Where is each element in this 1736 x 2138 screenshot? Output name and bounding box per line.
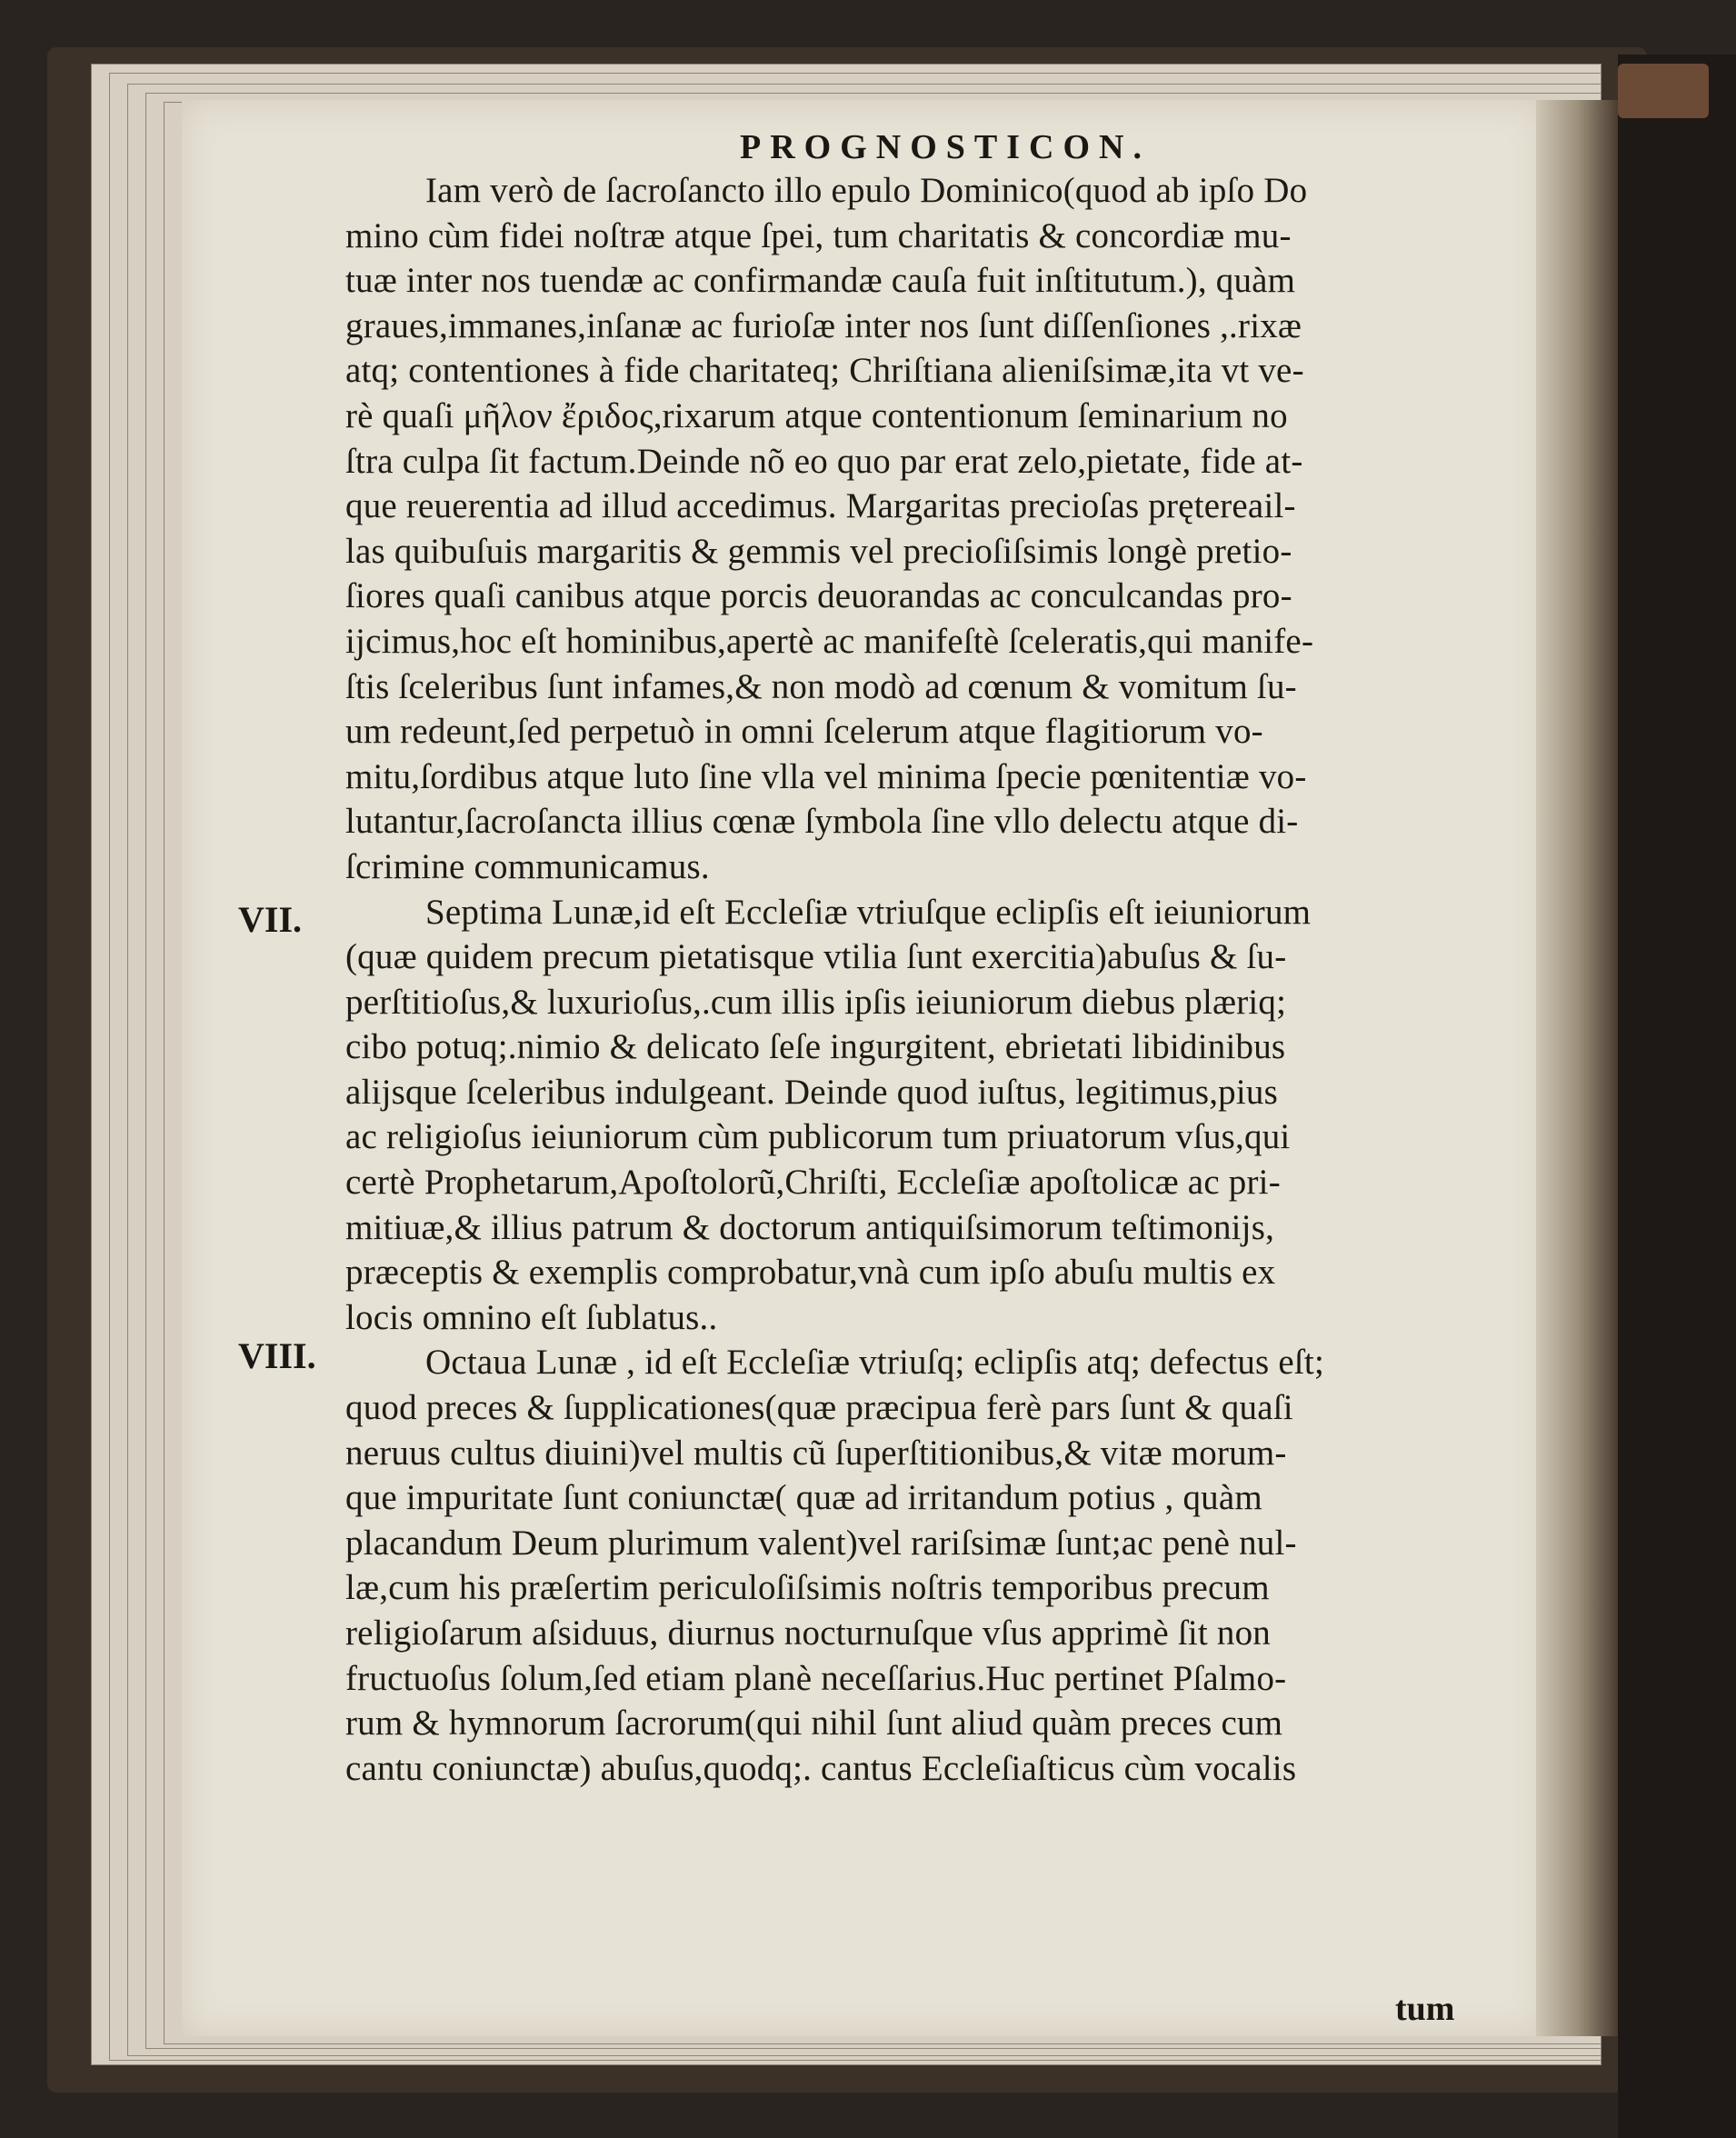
text-line: lutantur,ſacroſancta illius cœnæ ſymbola ſine vllo delectu atque di- — [345, 802, 1299, 842]
paragraph-eucharist — [345, 168, 1472, 890]
text-line: certè Prophetarum,Apoſtolorũ,Chriſti, Eccleſiæ apoſtolicæ ac pri- — [345, 1163, 1281, 1203]
text-line: ſiores quaſi canibus atque porcis deuorandas ac conculcandas pro- — [345, 576, 1292, 616]
paragraph-octaua — [345, 1340, 1472, 1791]
text-line: um redeunt,ſed perpetuò in omni ſcelerum atque flagitiorum vo- — [345, 712, 1263, 752]
text-line: tuæ inter nos tuendæ ac confirmandæ cauſa fuit inſtitutum.), quàm — [345, 261, 1296, 301]
text-line: læ,cum his præſertim periculoſiſsimis noſtris temporibus precum — [345, 1568, 1270, 1608]
section-marker-viii: VIII. — [238, 1335, 316, 1376]
text-line: ſcrimine communicamus. — [345, 846, 710, 886]
text-line: rè quaſi μῆλον ἔριδος,rixarum atque contentionum ſeminarium no — [345, 395, 1288, 435]
text-line: graues,immanes,inſanæ ac furioſæ inter nos ſunt diſſenſiones ,.rixæ — [345, 305, 1302, 345]
text-line: mitiuæ,& illius patrum & doctorum antiquiſsimorum teſtimonijs, — [345, 1207, 1275, 1247]
text-line: rum & hymnorum ſacrorum(qui nihil ſunt aliud quàm preces cum — [345, 1703, 1283, 1743]
text-line: alijsque ſceleribus indulgeant. Deinde quod iuſtus, legitimus,pius — [345, 1072, 1278, 1112]
text-line: locis omnino eſt ſublatus.. — [345, 1297, 718, 1337]
text-line: Septima Lunæ,id eſt Eccleſiæ vtriuſque eclipſis eſt ieiuniorum — [425, 892, 1312, 932]
text-line: cibo potuq;.nimio & delicato ſeſe ingurgitent, ebrietati libidinibus — [345, 1027, 1286, 1067]
text-line: neruus cultus diuini)vel multis cũ ſuperſtitionibus,& vitæ morum- — [345, 1433, 1287, 1473]
text-line: ac religioſus ieiuniorum cùm publicorum tum priuatorum vſus,qui — [345, 1117, 1291, 1157]
text-line: atq; contentiones à fide charitateq; Chriſtiana alieniſsimæ,ita vt ve- — [345, 351, 1304, 391]
page-gutter — [1536, 100, 1618, 2036]
text-line: placandum Deum plurimum valent)vel rariſsimæ ſunt;ac penè nul- — [345, 1523, 1297, 1563]
text-line: Octaua Lunæ , id eſt Eccleſiæ vtriuſq; eclipſis atq; defectus eſt; — [425, 1343, 1324, 1383]
catchword: tum — [1395, 1990, 1455, 2028]
text-line: ſtis ſceleribus ſunt infames,& non modò ad cœnum & vomitum ſu- — [345, 666, 1297, 706]
text-line: (quæ quidem precum pietatisque vtilia ſunt exercitia)abuſus & ſu- — [345, 937, 1287, 977]
text-line: que impuritate ſunt coniunctæ( quæ ad irritandum potius , quàm — [345, 1478, 1262, 1518]
text-line: perſtitioſus,& luxurioſus,.cum illis ipſis ieiuniorum diebus plæriq; — [345, 982, 1287, 1022]
text-line: ſtra culpa ſit factum.Deinde nõ eo quo par erat zelo,pietate, fide at- — [345, 441, 1303, 481]
text-line: ijcimus,hoc eſt hominibus,apertè ac manifeſtè ſceleratis,qui manife- — [345, 621, 1314, 661]
text-line: quod preces & ſupplicationes(quæ præcipua ferè pars ſunt & quaſi — [345, 1388, 1293, 1428]
text-line: mitu,ſordibus atque luto ſine vlla vel minima ſpecie pœnitentiæ vo- — [345, 756, 1307, 796]
text-line: Iam verò de ſacroſancto illo epulo Dominico(quod ab ipſo Do — [425, 171, 1308, 210]
text-line: fructuoſus ſolum,ſed etiam planè neceſſarius.Huc pertinet Pſalmo- — [345, 1658, 1287, 1698]
running-head: PROGNOSTICON. — [740, 128, 1151, 166]
spine-band — [1618, 64, 1709, 118]
text-block — [345, 168, 1472, 1791]
text-line: præceptis & exemplis comprobatur,vnà cum ipſo abuſu multis ex — [345, 1253, 1276, 1293]
text-line: cantu coniunctæ) abuſus,quodq;. cantus Eccleſiaſticus cùm vocalis — [345, 1748, 1297, 1788]
book-spine — [1618, 55, 1736, 2138]
text-line: que reuerentia ad illud accedimus. Margaritas precioſas prętereail- — [345, 486, 1296, 526]
text-line: mino cùm fidei noſtræ atque ſpei, tum charitatis & concordiæ mu- — [345, 215, 1292, 255]
paragraph-septima — [345, 890, 1472, 1341]
text-line: las quibuſuis margaritis & gemmis vel precioſiſsimis longè pretio- — [345, 531, 1292, 571]
text-line: religioſarum aſsiduus, diurnus nocturnuſque vſus apprimè ſit non — [345, 1613, 1271, 1653]
section-marker-vii: VII. — [238, 899, 303, 940]
